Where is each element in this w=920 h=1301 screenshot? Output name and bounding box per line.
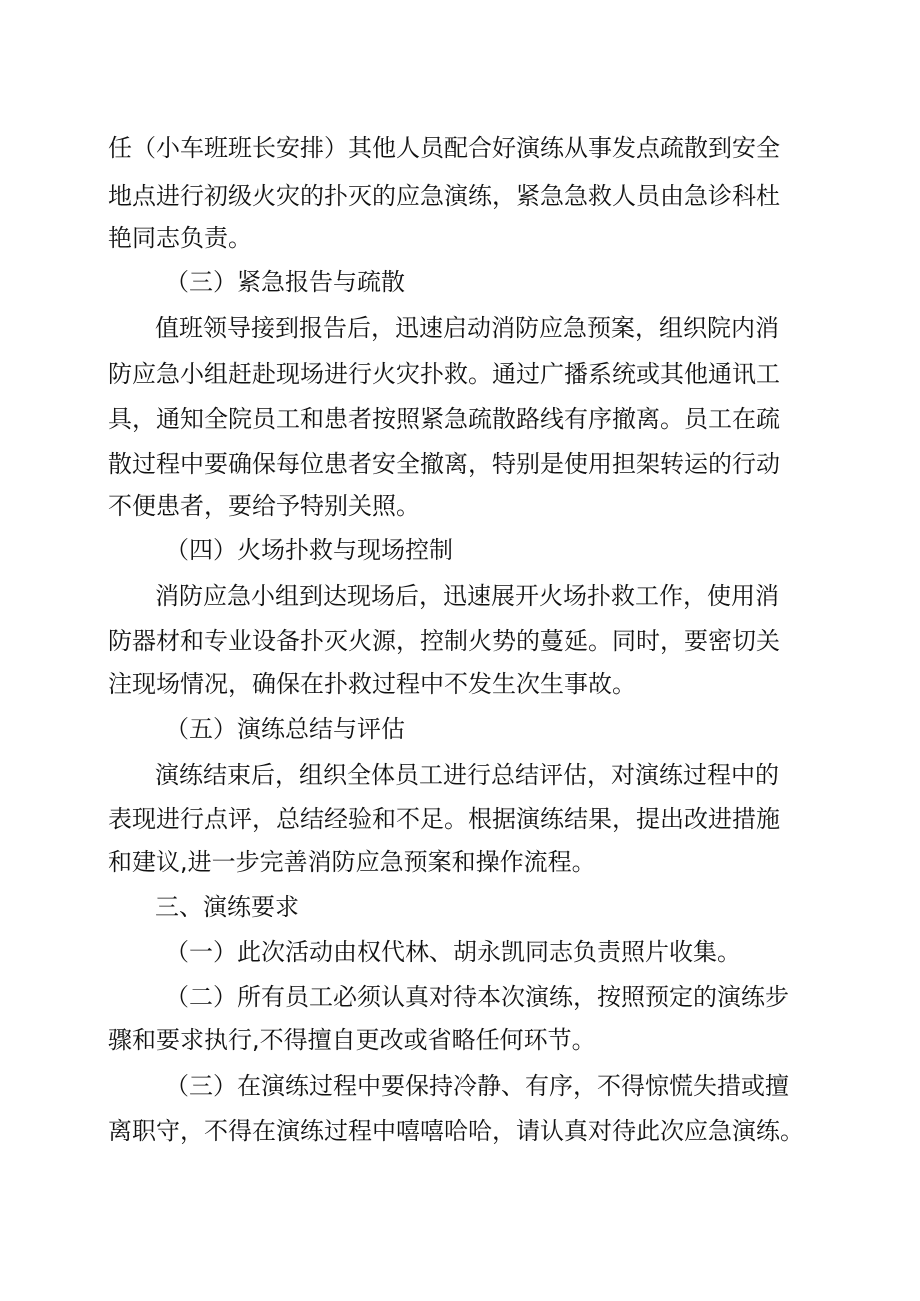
section-heading-5: （五）演练总结与评估	[165, 715, 405, 743]
requirement-item: （一）此次活动由权代林、胡永凯同志负责照片收集。	[165, 938, 741, 966]
paragraph-line: 艳同志负责。	[108, 224, 252, 252]
paragraph-line: 不便患者，要给予特别关照。	[108, 492, 420, 520]
paragraph-line: 具，通知全院员工和患者按照紧急疏散路线有序撤离。员工在疏	[108, 405, 780, 433]
paragraph-line: 和建议,进一步完善消防应急预案和操作流程。	[108, 848, 596, 876]
paragraph-line: 值班领导接到报告后，迅速启动消防应急预案，组织院内消	[155, 314, 779, 342]
paragraph-line: 演练结束后，组织全体员工进行总结评估，对演练过程中的	[155, 761, 779, 789]
paragraph-line: 表现进行点评，总结经验和不足。根据演练结果，提出改进措施	[108, 805, 780, 833]
paragraph-line: 散过程中要确保每位患者安全撤离，特别是使用担架转运的行动	[108, 450, 780, 478]
requirement-item: （三）在演练过程中要保持冷静、有序，不得惊慌失措或擅	[165, 1072, 789, 1100]
section-heading-requirements: 三、演练要求	[155, 893, 299, 921]
section-heading-4: （四）火场扑救与现场控制	[165, 536, 453, 564]
paragraph-line: 防应急小组赶赴现场进行火灾扑救。通过广播系统或其他通讯工	[108, 360, 780, 388]
section-heading-3: （三）紧急报告与疏散	[165, 268, 405, 296]
requirement-item: （二）所有员工必须认真对待本次演练，按照预定的演练步	[165, 983, 789, 1011]
paragraph-line: 防器材和专业设备扑灭火源，控制火势的蔓延。同时，要密切关	[108, 627, 780, 655]
paragraph-line: 任（小车班班长安排）其他人员配合好演练从事发点疏散到安全	[108, 134, 780, 162]
paragraph-line: 离职守，不得在演练过程中嘻嘻哈哈，请认真对待此次应急演练。	[108, 1117, 804, 1145]
paragraph-line: 骤和要求执行,不得擅自更改或省略任何环节。	[108, 1026, 596, 1054]
paragraph-line: 消防应急小组到达现场后，迅速展开火场扑救工作，使用消	[155, 582, 779, 610]
paragraph-line: 地点进行初级火灾的扑灭的应急演练，紧急急救人员由急诊科杜	[108, 182, 780, 210]
paragraph-line: 注现场情况，确保在扑救过程中不发生次生事故。	[108, 670, 636, 698]
